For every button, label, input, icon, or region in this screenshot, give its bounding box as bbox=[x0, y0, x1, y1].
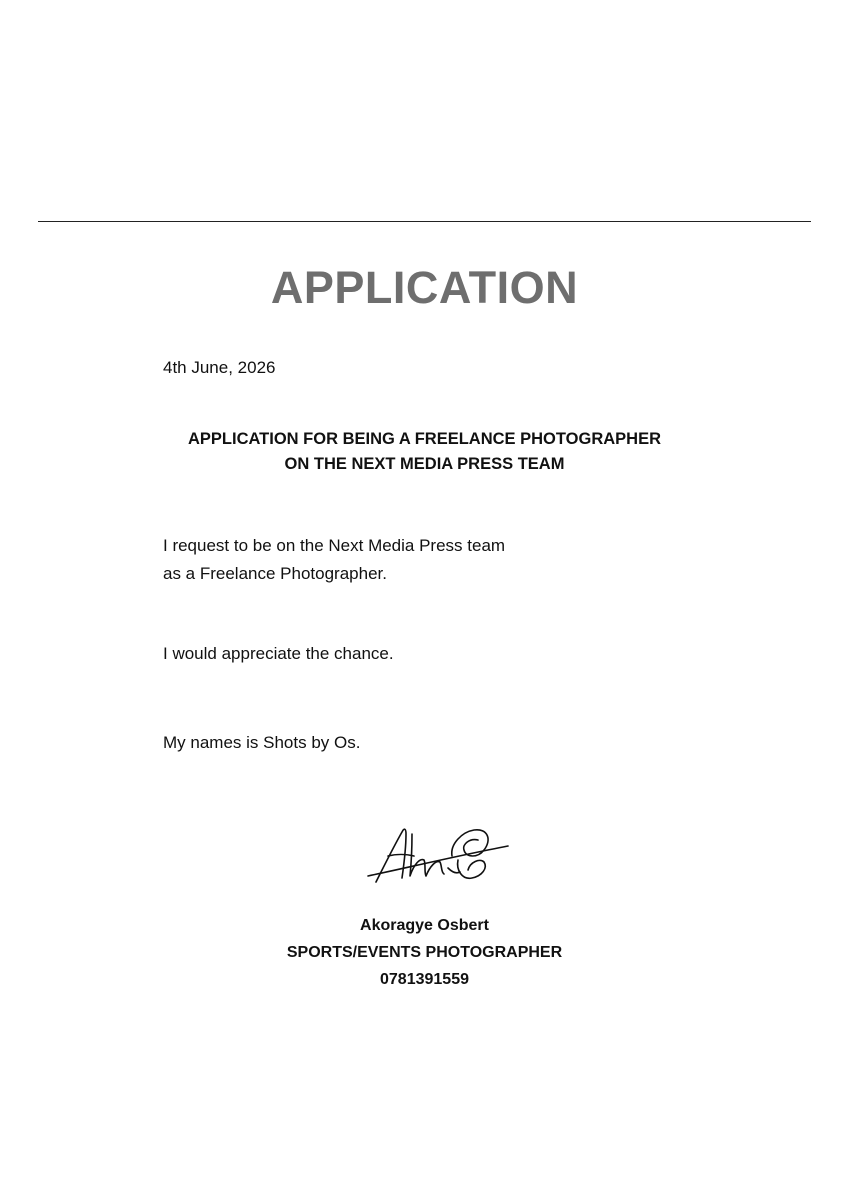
top-divider bbox=[38, 221, 811, 222]
letter-date: 4th June, 2026 bbox=[163, 358, 276, 377]
subject-line-1: APPLICATION FOR BEING A FREELANCE PHOTOGRAPHER bbox=[187, 430, 662, 448]
signer-phone: 0781391559 bbox=[380, 971, 469, 988]
body-paragraph-request bbox=[163, 532, 505, 588]
body-paragraph-appreciation: I would appreciate the chance. bbox=[163, 644, 394, 663]
signer-name: Akoragye Osbert bbox=[360, 917, 489, 934]
body-paragraph-name: My names is Shots by Os. bbox=[163, 733, 361, 752]
signer-block bbox=[0, 912, 849, 993]
body-line-2: as a Freelance Photographer. bbox=[163, 564, 387, 583]
subject-line-2: ON THE NEXT MEDIA PRESS TEAM bbox=[284, 455, 565, 473]
subject-heading bbox=[0, 427, 849, 477]
signer-role: SPORTS/EVENTS PHOTOGRAPHER bbox=[286, 944, 563, 961]
page-title: APPLICATION bbox=[270, 262, 579, 313]
body-line-1: I request to be on the Next Media Press team bbox=[163, 536, 506, 555]
signature-icon bbox=[366, 816, 514, 890]
